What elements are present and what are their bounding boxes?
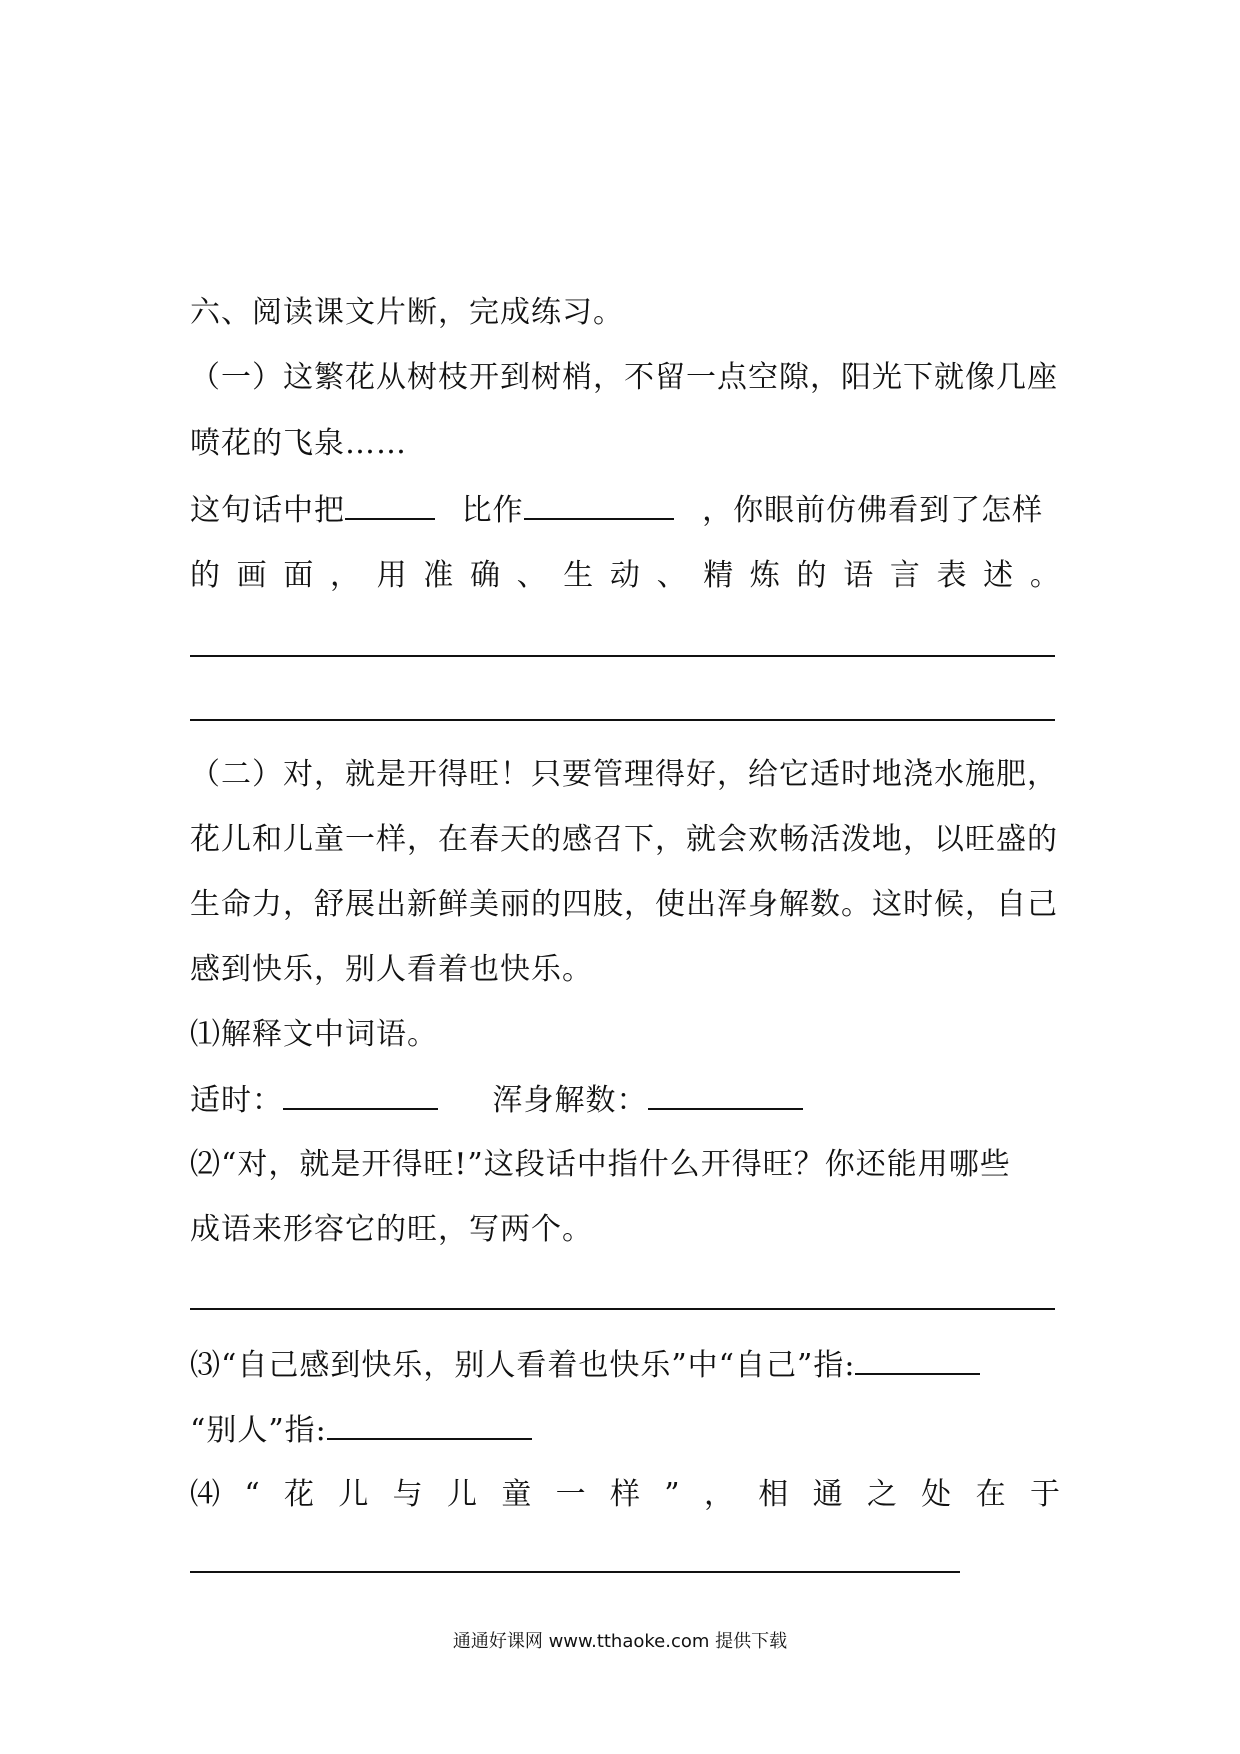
spread-char: 于 [1029, 1477, 1060, 1512]
question1-prompt: ⑴解释文中词语。 [190, 1017, 438, 1052]
section-heading: 六、阅读课文片断，完成练习。 [190, 295, 624, 330]
spread-char: 动 [609, 558, 640, 593]
spread-char: 通 [812, 1477, 843, 1512]
spread-char: ， [703, 1477, 734, 1512]
part2-passage-line2: 花儿和儿童一样，在春天的感召下，就会欢畅活泼地，以旺盛的 [190, 822, 1058, 857]
spread-char: 准 [423, 558, 454, 593]
spread-char: 。 [1029, 558, 1060, 593]
spread-char: 用 [376, 558, 407, 593]
spread-char: 面 [283, 558, 314, 593]
spread-char: ⑷ [190, 1477, 220, 1512]
spread-char: 画 [236, 558, 267, 593]
answer-blank-others[interactable] [327, 1410, 532, 1440]
spread-char: 童 [501, 1477, 532, 1512]
spread-char: 在 [975, 1477, 1006, 1512]
question3-line2 [190, 1410, 532, 1451]
question2-line2: 成语来形容它的旺，写两个。 [190, 1212, 593, 1247]
question4-line [190, 1475, 1060, 1515]
spread-char: 生 [563, 558, 594, 593]
spread-char: 样 [609, 1477, 640, 1512]
answer-line[interactable] [190, 655, 1055, 657]
answer-blank-term-b[interactable] [648, 1080, 803, 1110]
answer-blank-subject[interactable] [345, 490, 435, 520]
spread-char: 一 [555, 1477, 586, 1512]
answer-line[interactable] [190, 719, 1055, 721]
spread-char: 与 [392, 1477, 423, 1512]
spread-char: 、 [656, 558, 687, 593]
term-label: 适时： [190, 1083, 283, 1118]
part1-passage-line2: 喷花的飞泉…… [190, 426, 407, 461]
spread-char: 相 [758, 1477, 789, 1512]
question-text: 这句话中把 [190, 493, 345, 528]
spread-char: 表 [936, 558, 967, 593]
part2-passage-line3: 生命力，舒展出新鲜美丽的四肢，使出浑身解数。这时候，自己 [190, 887, 1058, 922]
question-text: ，你眼前仿佛看到了怎样 [702, 493, 1044, 528]
spread-char: 的 [190, 558, 220, 593]
part1-question-line2 [190, 556, 1060, 596]
spread-char: 儿 [338, 1477, 369, 1512]
answer-blank-object[interactable] [524, 490, 674, 520]
spread-char: 述 [983, 558, 1014, 593]
part2-passage-line1: （二）对，就是开得旺！只要管理得好，给它适时地浇水施肥， [190, 757, 1058, 792]
spread-char: 的 [796, 558, 827, 593]
spread-char: ， [329, 558, 360, 593]
spread-char: 、 [516, 558, 547, 593]
question2-line1: ⑵“对，就是开得旺!”这段话中指什么开得旺？你还能用哪些 [190, 1147, 1011, 1182]
part1-question-line1 [190, 490, 1043, 531]
spread-char: 处 [921, 1477, 952, 1512]
question-text: 比作 [461, 493, 524, 528]
question3-line1 [190, 1345, 980, 1386]
part2-passage-line4: 感到快乐，别人看着也快乐。 [190, 952, 593, 987]
answer-blank-term-a[interactable] [283, 1080, 438, 1110]
spread-char: 花 [284, 1477, 314, 1512]
term-label: 浑身解数： [492, 1083, 648, 1118]
spread-char: 精 [703, 558, 734, 593]
answer-line[interactable] [190, 1308, 1055, 1310]
question-text: ⑶“自己感到快乐，别人看着也快乐”中“自己”指: [190, 1348, 856, 1383]
footer-credit: 通通好课网 www.tthaoke.com 提供下载 [452, 1631, 788, 1652]
spread-char: 语 [843, 558, 874, 593]
answer-blank-self[interactable] [855, 1345, 980, 1375]
question1-terms [190, 1080, 803, 1121]
question-text: “别人”指: [190, 1413, 327, 1448]
spread-char: 炼 [749, 558, 780, 593]
spread-char: ” [664, 1477, 680, 1512]
spread-char: 言 [889, 558, 920, 593]
spread-char: “ [244, 1477, 260, 1512]
part1-passage-line1: （一）这繁花从树枝开到树梢，不留一点空隙，阳光下就像几座 [190, 360, 1058, 395]
answer-line[interactable] [190, 1571, 960, 1573]
spread-char: 之 [866, 1477, 897, 1512]
spread-char: 确 [469, 558, 500, 593]
spread-char: 儿 [446, 1477, 477, 1512]
